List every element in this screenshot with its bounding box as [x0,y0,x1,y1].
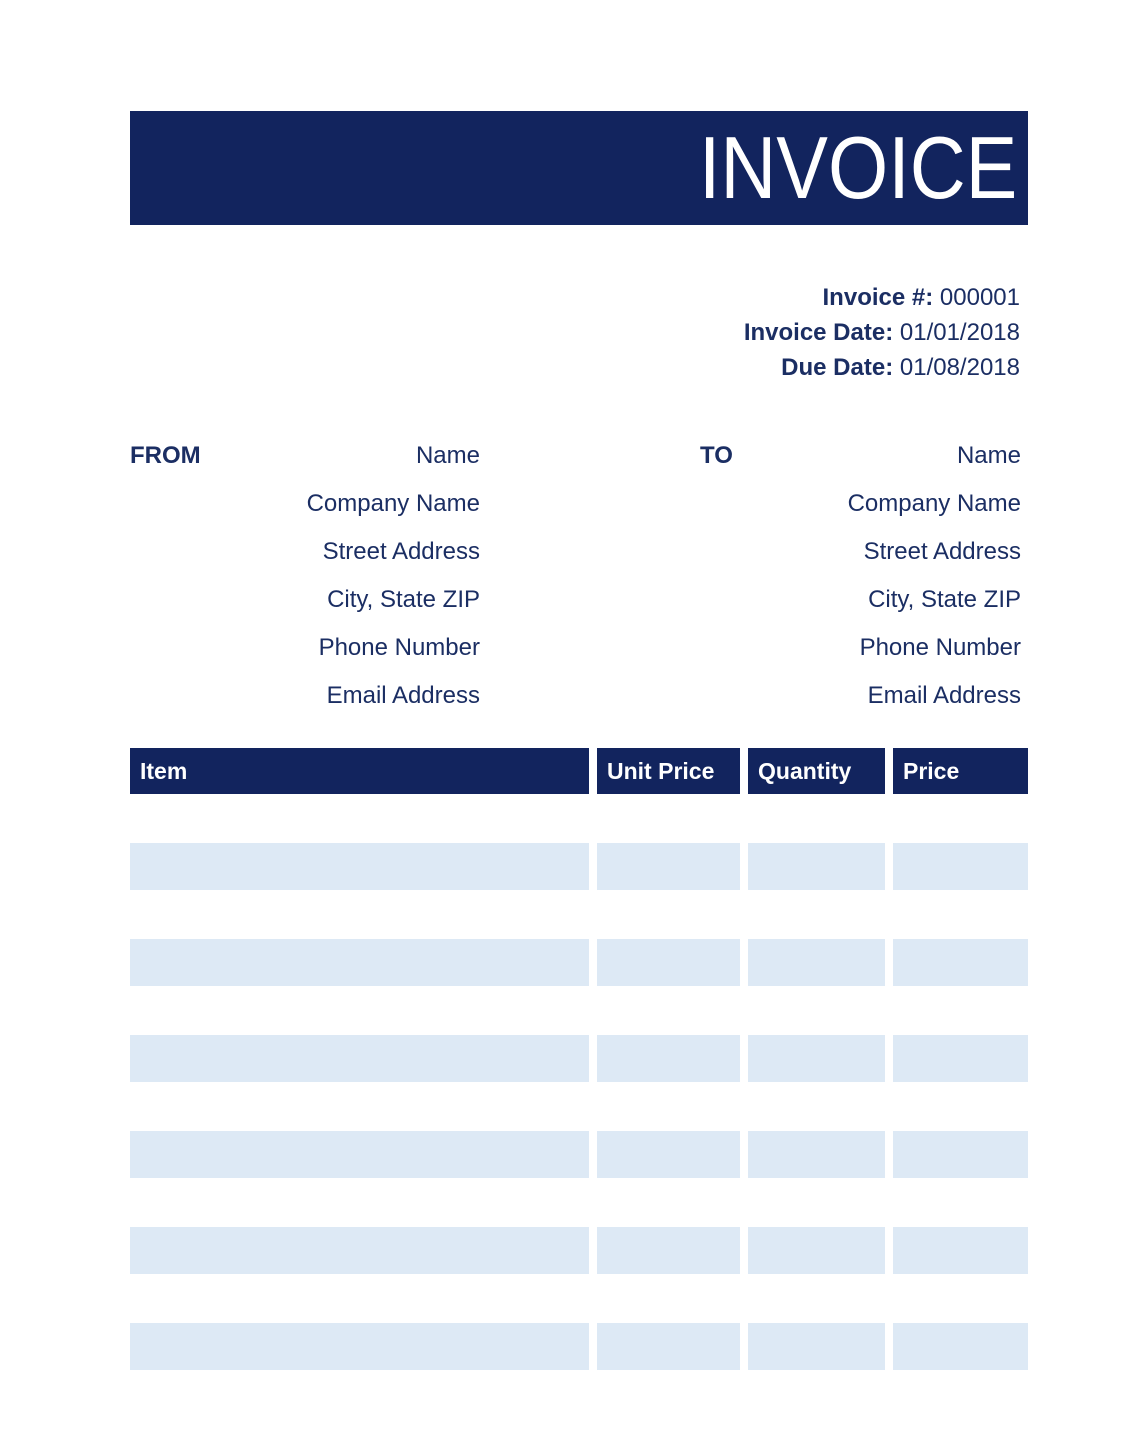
due-date-value: 01/08/2018 [899,354,1020,381]
to-field-placeholder[interactable]: Email Address [867,682,1021,709]
item-cell[interactable] [597,843,740,890]
to-field-placeholder[interactable]: Name [956,442,1021,469]
invoice-title: INVOICE [699,118,1018,217]
from-field-placeholder[interactable]: Street Address [322,538,480,565]
column-header-price: Price [893,748,1028,794]
item-cell[interactable] [748,843,885,890]
to-field-placeholder[interactable]: City, State ZIP [868,586,1021,613]
invoice-title-bar [130,111,1028,225]
column-header-quantity: Quantity [748,748,885,794]
item-cell[interactable] [597,1035,740,1082]
item-cell[interactable] [893,1131,1028,1178]
column-header-item: Item [130,748,589,794]
from-field-placeholder[interactable]: Company Name [306,490,480,517]
due-date-label: Due Date: [781,354,894,381]
items-table [130,748,1028,1370]
item-cell[interactable] [893,843,1028,890]
invoice-number-row [130,280,1020,315]
invoice-number-value: 000001 [939,284,1020,311]
item-cell[interactable] [893,1227,1028,1274]
to-field-placeholder[interactable]: Phone Number [859,634,1021,661]
item-row [130,1035,1028,1082]
parties-section [130,432,1028,720]
items-table-header [130,748,1028,794]
to-label: TO [700,442,733,469]
item-cell[interactable] [748,1323,885,1370]
item-cell[interactable] [130,1323,589,1370]
item-cell[interactable] [893,1323,1028,1370]
item-cell[interactable] [893,1035,1028,1082]
item-row [130,1131,1028,1178]
item-cell[interactable] [130,843,589,890]
due-date-row [130,350,1020,385]
item-cell[interactable] [748,1131,885,1178]
item-cell[interactable] [893,939,1028,986]
invoice-number-label: Invoice #: [822,284,934,311]
invoice-date-label: Invoice Date: [743,319,894,346]
from-field-placeholder[interactable]: City, State ZIP [327,586,480,613]
item-cell[interactable] [748,1227,885,1274]
from-field-placeholder[interactable]: Email Address [326,682,480,709]
item-cell[interactable] [597,1227,740,1274]
item-row [130,1227,1028,1274]
item-cell[interactable] [748,1035,885,1082]
from-field-placeholder[interactable]: Name [415,442,480,469]
item-cell[interactable] [597,1131,740,1178]
from-label: FROM [130,442,201,469]
item-cell[interactable] [597,1323,740,1370]
invoice-date-value: 01/01/2018 [899,319,1020,346]
item-row [130,939,1028,986]
item-row [130,843,1028,890]
invoice-content [130,111,1028,1370]
item-cell[interactable] [130,1131,589,1178]
to-fields [700,432,1028,720]
from-section [130,432,480,720]
to-field-placeholder[interactable]: Street Address [863,538,1021,565]
item-cell[interactable] [130,1227,589,1274]
invoice-meta [130,280,1028,385]
item-cell[interactable] [130,1035,589,1082]
to-field-placeholder[interactable]: Company Name [847,490,1021,517]
item-cell[interactable] [748,939,885,986]
from-field-placeholder[interactable]: Phone Number [318,634,480,661]
item-cell[interactable] [597,939,740,986]
to-section [700,432,1028,720]
item-row [130,1323,1028,1370]
column-header-unit-price: Unit Price [597,748,740,794]
item-cell[interactable] [130,939,589,986]
items-table-body [130,843,1028,1370]
invoice-date-row [130,315,1020,350]
